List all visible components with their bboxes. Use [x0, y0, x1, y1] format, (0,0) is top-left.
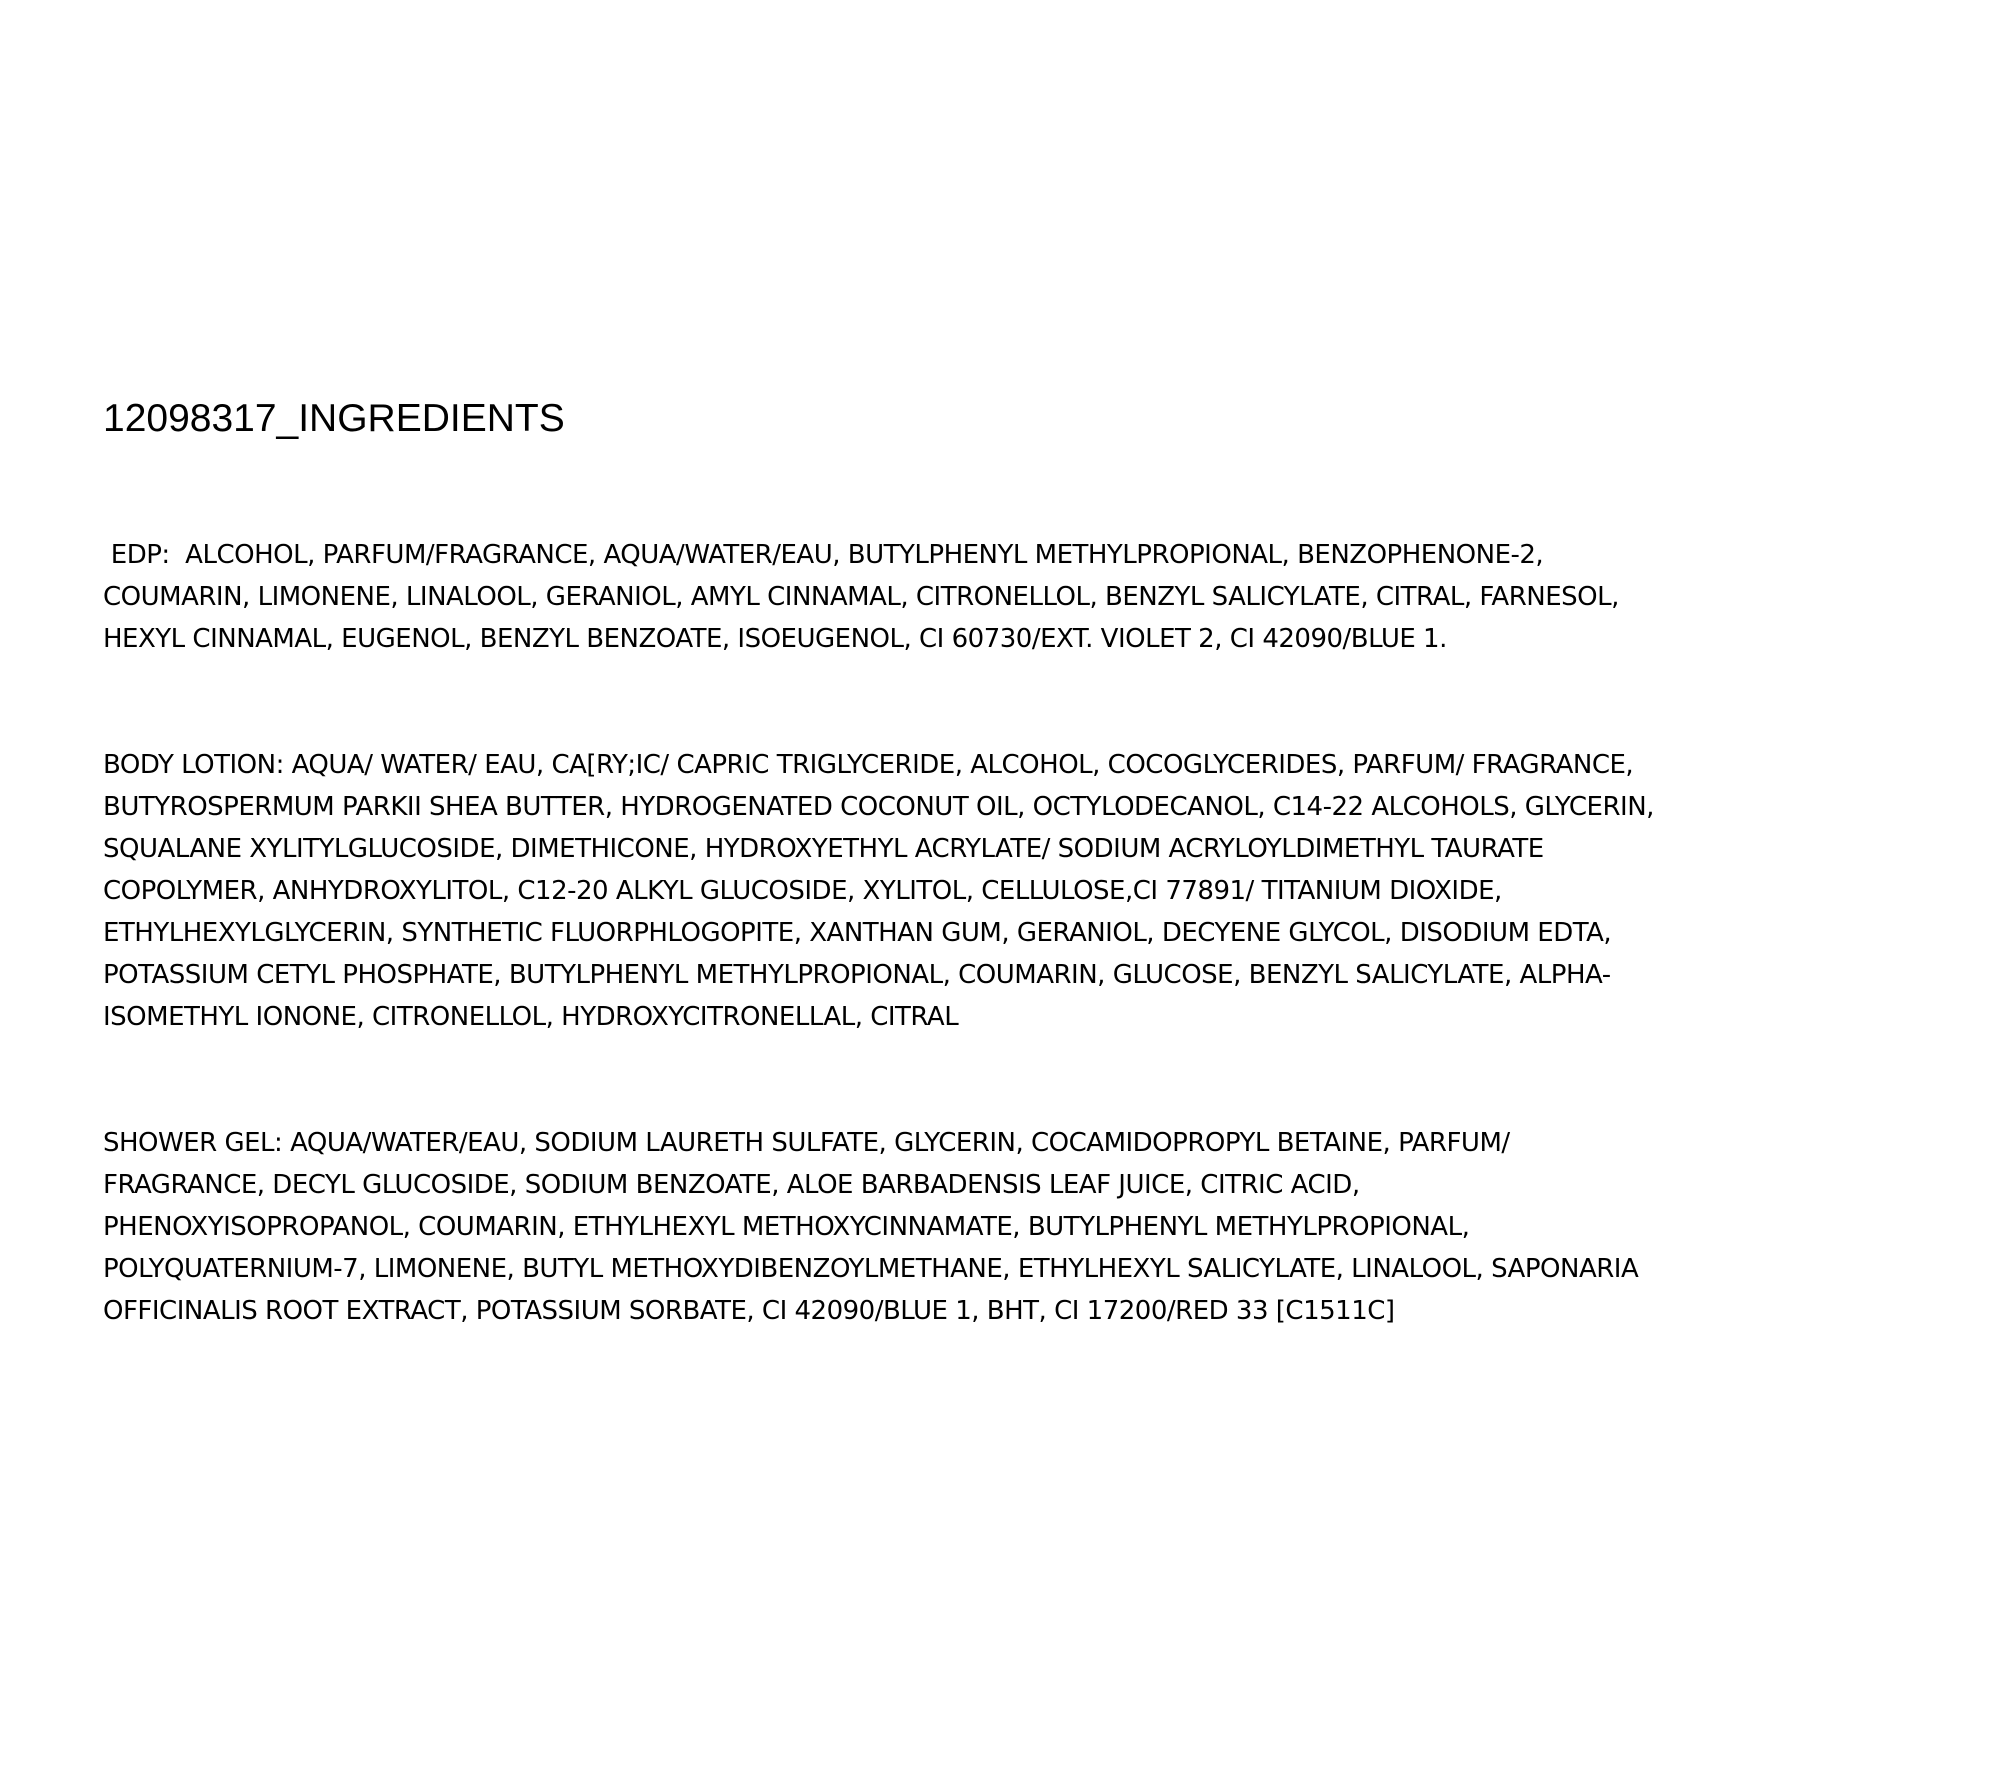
- text-line: OFFICINALIS ROOT EXTRACT, POTASSIUM SORBATE, CI 42090/BLUE 1, BHT, CI 17200/RED 33 [C1511C]: [103, 1296, 1395, 1326]
- shower-gel-ingredients-paragraph: [103, 1122, 1638, 1332]
- text-line: COPOLYMER, ANHYDROXYLITOL, C12-20 ALKYL GLUCOSIDE, XYLITOL, CELLULOSE,CI 77891/ TITANIUM DIOXIDE,: [103, 876, 1502, 906]
- text-line: ISOMETHYL IONONE, CITRONELLOL, HYDROXYCITRONELLAL, CITRAL: [103, 1002, 959, 1032]
- text-line: EDP: ALCOHOL, PARFUM/FRAGRANCE, AQUA/WATER/EAU, BUTYLPHENYL METHYLPROPIONAL, BENZOPHENONE-2,: [103, 540, 1544, 570]
- text-line: COUMARIN, LIMONENE, LINALOOL, GERANIOL, AMYL CINNAMAL, CITRONELLOL, BENZYL SALICYLATE, CITRAL, FARNESOL,: [103, 582, 1619, 612]
- text-line: PHENOXYISOPROPANOL, COUMARIN, ETHYLHEXYL METHOXYCINNAMATE, BUTYLPHENYL METHYLPROPIONAL,: [103, 1212, 1470, 1242]
- text-line: SQUALANE XYLITYLGLUCOSIDE, DIMETHICONE, HYDROXYETHYL ACRYLATE/ SODIUM ACRYLOYLDIMETHYL TAURATE: [103, 834, 1544, 864]
- text-line: ETHYLHEXYLGLYCERIN, SYNTHETIC FLUORPHLOGOPITE, XANTHAN GUM, GERANIOL, DECYENE GLYCOL, DISODIUM EDTA,: [103, 918, 1612, 948]
- text-line: SHOWER GEL: AQUA/WATER/EAU, SODIUM LAURETH SULFATE, GLYCERIN, COCAMIDOPROPYL BETAINE, PARFUM/: [103, 1128, 1510, 1158]
- text-line: POLYQUATERNIUM-7, LIMONENE, BUTYL METHOXYDIBENZOYLMETHANE, ETHYLHEXYL SALICYLATE, LINALOOL, SAPONARIA: [103, 1254, 1639, 1284]
- text-line: BUTYROSPERMUM PARKII SHEA BUTTER, HYDROGENATED COCONUT OIL, OCTYLODECANOL, C14-22 ALCOHOLS, GLYCERIN,: [103, 792, 1654, 822]
- document-title: 12098317_INGREDIENTS: [103, 397, 565, 440]
- body-lotion-ingredients-paragraph: [103, 744, 1654, 1038]
- text-line: HEXYL CINNAMAL, EUGENOL, BENZYL BENZOATE, ISOEUGENOL, CI 60730/EXT. VIOLET 2, CI 42090/BLUE 1.: [103, 624, 1447, 654]
- text-line: BODY LOTION: AQUA/ WATER/ EAU, CA[RY;IC/ CAPRIC TRIGLYCERIDE, ALCOHOL, COCOGLYCERIDES, PARFUM/ FRAGRANCE,: [103, 750, 1634, 780]
- text-line: FRAGRANCE, DECYL GLUCOSIDE, SODIUM BENZOATE, ALOE BARBADENSIS LEAF JUICE, CITRIC ACID,: [103, 1170, 1360, 1200]
- text-line: POTASSIUM CETYL PHOSPHATE, BUTYLPHENYL METHYLPROPIONAL, COUMARIN, GLUCOSE, BENZYL SALICYLATE, ALPHA-: [103, 960, 1611, 990]
- edp-ingredients-paragraph: [103, 534, 1619, 660]
